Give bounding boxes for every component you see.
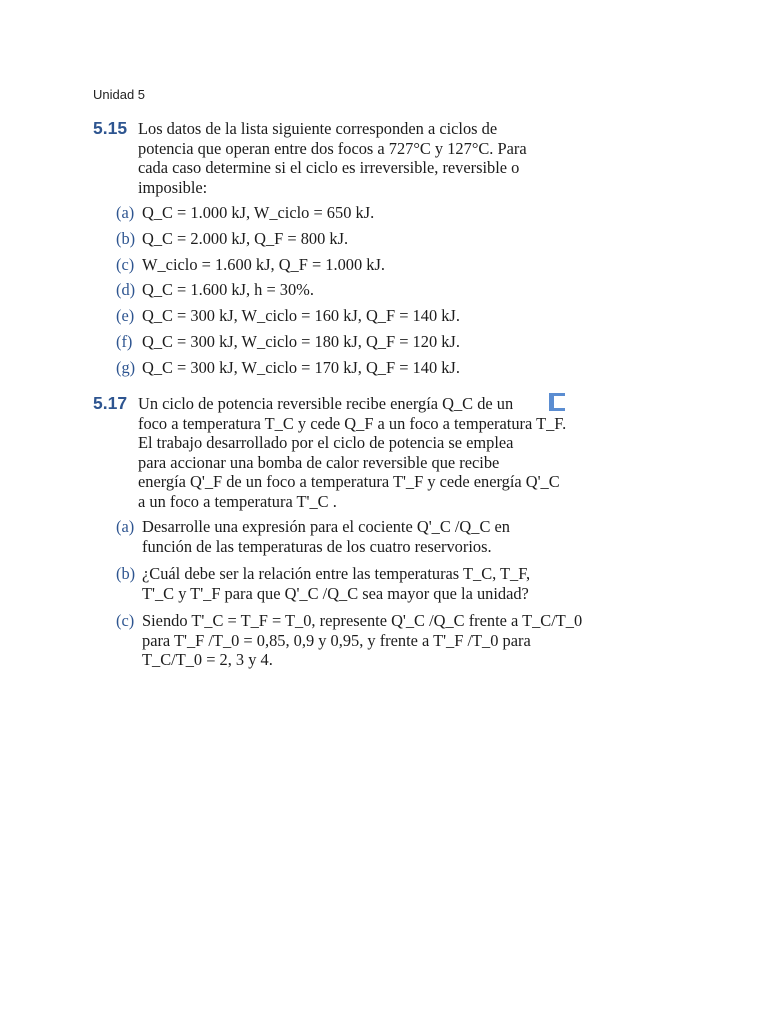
statement-line: cada caso determine si el ciclo es irreversible, reversible o xyxy=(138,158,520,177)
item-label: (c) xyxy=(116,611,135,630)
list-item xyxy=(116,564,538,603)
problem-5-17 xyxy=(93,393,583,678)
item-line: Siendo T'_C = T_F = T_0, represente Q'_C /Q_C frente a T_C/T_0 xyxy=(142,611,583,630)
item-label: (a) xyxy=(116,517,135,536)
item-text: Q_C = 300 kJ, W_ciclo = 170 kJ, Q_F = 140 kJ. xyxy=(142,357,460,377)
item-text: Q_C = 300 kJ, W_ciclo = 180 kJ, Q_F = 120 kJ. xyxy=(142,331,460,351)
item-text xyxy=(142,611,582,670)
item-label: (f) xyxy=(116,331,133,351)
statement-line: energía Q'_F de un foco a temperatura T'_F y cede energía Q'_C xyxy=(138,472,560,491)
statement-line: a un foco a temperatura T'_C . xyxy=(138,491,337,511)
statement-line: para accionar una bomba de calor reversible que recibe xyxy=(138,452,500,472)
item-text xyxy=(142,564,530,603)
item-list xyxy=(116,203,538,377)
item-label: (b) xyxy=(116,564,136,583)
item-line: ¿Cuál debe ser la relación entre las temperaturas T_C, T_F, xyxy=(142,564,531,583)
problem-5-15 xyxy=(93,119,538,384)
bracket-marker-icon xyxy=(549,393,565,411)
list-item xyxy=(116,358,538,378)
item-line: T_C/T_0 = 2, 3 y 4. xyxy=(142,650,273,669)
statement-line: imposible: xyxy=(138,177,208,197)
item-text: Q_C = 1.000 kJ, W_ciclo = 650 kJ. xyxy=(142,203,375,222)
list-item xyxy=(116,332,538,352)
item-label: (c) xyxy=(116,254,135,274)
problem-number: 5.15 xyxy=(93,118,128,138)
item-list xyxy=(116,517,583,670)
item-text: Q_C = 300 kJ, W_ciclo = 160 kJ, Q_F = 140 kJ. xyxy=(142,306,460,326)
problem-statement xyxy=(138,394,567,511)
list-item xyxy=(116,611,583,670)
list-item xyxy=(116,203,538,223)
item-line: función de las temperaturas de los cuatro reservorios. xyxy=(142,536,492,556)
list-item xyxy=(116,229,538,249)
item-line: para T'_F /T_0 = 0,85, 0,9 y 0,95, y frente a T'_F /T_0 para xyxy=(142,630,531,650)
item-text xyxy=(142,517,510,556)
item-label: (d) xyxy=(116,280,136,300)
statement-line: Un ciclo de potencia reversible recibe energía Q_C de un xyxy=(138,394,514,413)
item-label: (g) xyxy=(116,357,136,377)
statement-line: Los datos de la lista siguiente corresponden a ciclos de xyxy=(138,119,498,138)
problem-statement xyxy=(138,119,538,197)
item-text: Q_C = 1.600 kJ, h = 30%. xyxy=(142,280,314,300)
problem-number: 5.17 xyxy=(93,393,128,413)
item-line: Desarrolle una expresión para el cociente Q'_C /Q_C en xyxy=(142,517,510,536)
statement-line: potencia que operan entre dos focos a 727°C y 127°C. Para xyxy=(138,138,527,158)
list-item xyxy=(116,306,538,326)
list-item xyxy=(116,517,538,556)
item-text: W_ciclo = 1.600 kJ, Q_F = 1.000 kJ. xyxy=(142,254,385,274)
list-item xyxy=(116,280,538,300)
statement-line: El trabajo desarrollado por el ciclo de potencia se emplea xyxy=(138,433,514,452)
unit-heading: Unidad 5 xyxy=(93,87,146,102)
item-text: Q_C = 2.000 kJ, Q_F = 800 kJ. xyxy=(142,228,349,248)
item-label: (e) xyxy=(116,306,135,326)
statement-line: foco a temperatura T_C y cede Q_F a un foco a temperatura T_F. xyxy=(138,413,567,433)
item-line: T'_C y T'_F para que Q'_C /Q_C sea mayor que la unidad? xyxy=(142,583,529,603)
list-item xyxy=(116,255,538,275)
item-label: (b) xyxy=(116,228,136,248)
item-label: (a) xyxy=(116,203,135,222)
